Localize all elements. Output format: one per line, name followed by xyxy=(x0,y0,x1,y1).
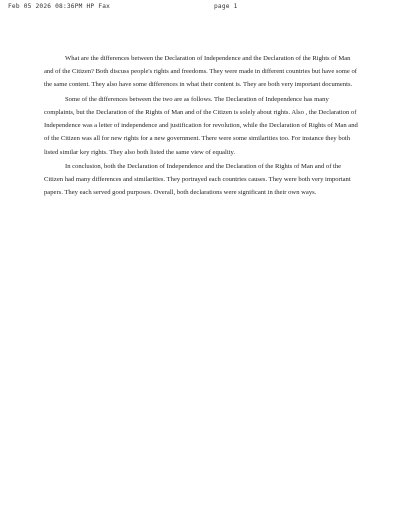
essay-body xyxy=(44,52,360,201)
page-number: page 1 xyxy=(214,3,238,10)
paragraph-differences: Some of the differences between the two are as follows. The Declaration of Independence has many complaints, but the Declaration of the Rights of Man and of the Citizen is solely about rights. Also , the Declaration of Independence was a letter of independence and justification for revolution, while the Declaration of Rights of Man and of the Citizen was all for new rights for a new government. There were some similarities too. For instance they both listed similar key rights. They also both listed the same view of equality. xyxy=(44,95,358,156)
paragraph-conclusion: In conclusion, both the Declaration of Independence and the Declaration of the Rights of Man and of the Citizen had many differences and similarities. They portrayed each countries causes. They were both very important papers. They each served good purposes. Overall, both declarations were significant in their own ways. xyxy=(44,163,351,197)
fax-timestamp: Feb 05 2026 08:36PM HP Fax xyxy=(8,3,111,10)
fax-header xyxy=(8,3,392,13)
paragraph-intro: What are the differences between the Declaration of Independence and the Declaration of the Rights of Man and of the Citizen? Both discuss people's rights and freedoms. They were made in different countries but have some of the same content. They also have some differences in what their content is. They are both very important documents. xyxy=(44,55,357,89)
